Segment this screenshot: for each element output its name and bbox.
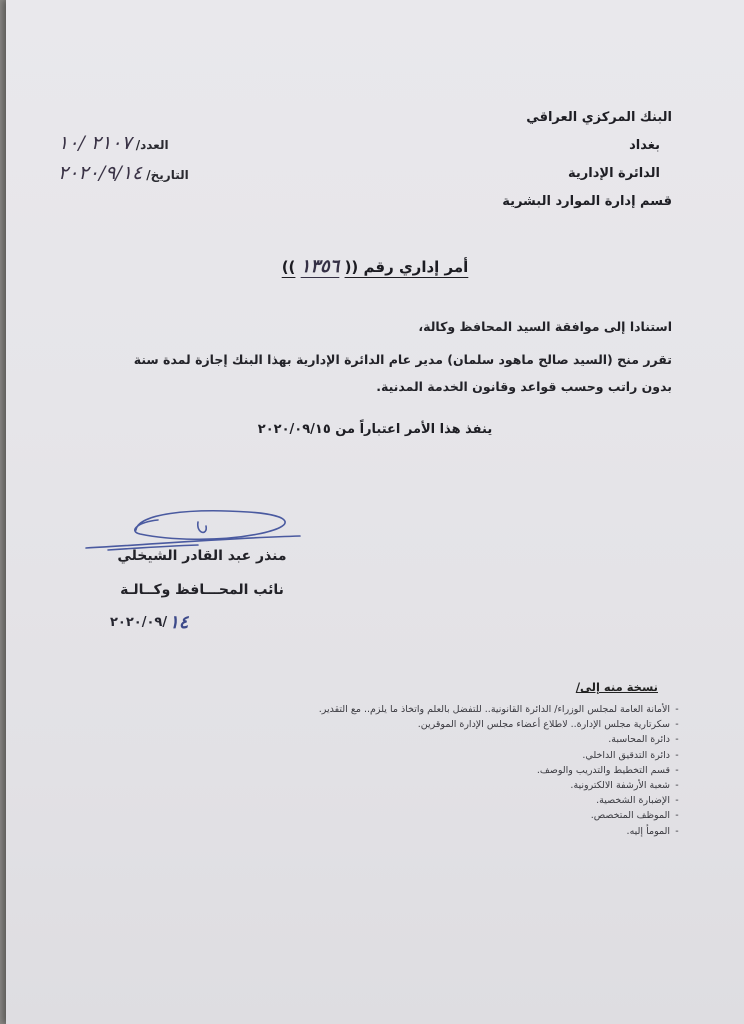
body-decision: تقرر منح (السيد صالح ماهود سلمان) مدير عام الدائرة الإدارية بهذا البنك إجازة لمدة سنة بدون راتب وحسب قواعد وقانون الخدمة المدنية. bbox=[133, 352, 672, 394]
order-title bbox=[6, 256, 744, 277]
signatory-title: نائب المحـــافظ وكــالـة bbox=[120, 582, 284, 598]
signature-date-hand: ١٤ bbox=[169, 612, 189, 633]
order-title-prefix: أمر إداري رقم (( bbox=[344, 258, 469, 276]
copies-list bbox=[204, 702, 684, 839]
list-item: - المومأ إليه. bbox=[204, 824, 684, 839]
header-department: الدائرة الإدارية bbox=[568, 166, 660, 181]
reference-number bbox=[58, 132, 169, 154]
copies-heading: نسخة منه إلى/ bbox=[575, 680, 658, 694]
order-number: ١٣٥٦ bbox=[300, 256, 340, 277]
list-item: - الأمانة العامة لمجلس الوزراء/ الدائرة القانونية.. للتفضل بالعلم واتخاذ ما يلزم.. مع التقدير. bbox=[204, 702, 684, 717]
list-item: - دائرة التدقيق الداخلي. bbox=[204, 748, 684, 763]
reference-date bbox=[58, 162, 189, 184]
body-intro: استنادا إلى موافقة السيد المحافظ وكالة، bbox=[418, 319, 672, 334]
body-effective: ينفذ هذا الأمر اعتباراً من ٢٠٢٠/٠٩/١٥ bbox=[257, 422, 493, 437]
header-org: البنك المركزي العراقي bbox=[526, 110, 672, 125]
header-section: قسم إدارة الموارد البشرية bbox=[502, 194, 672, 209]
reference-number-value: ٢١٠٧ /١٠ bbox=[58, 132, 132, 154]
list-item: - الإضبارة الشخصية. bbox=[204, 793, 684, 808]
list-item: - دائرة المحاسبة. bbox=[204, 732, 684, 747]
list-item: - الموظف المتخصص. bbox=[204, 808, 684, 823]
signature-date bbox=[110, 612, 188, 633]
reference-date-label: التاريخ/ bbox=[146, 168, 189, 182]
signatory-name: منذر عبد القادر الشيخلي bbox=[117, 548, 287, 564]
list-item: - قسم التخطيط والتدريب والوصف. bbox=[204, 763, 684, 778]
list-item: - شعبة الأرشفة الالكترونية. bbox=[204, 778, 684, 793]
header-city: بغداد bbox=[629, 138, 660, 153]
signature-date-printed: ٢٠٢٠/٠٩/ bbox=[110, 615, 168, 630]
list-item: - سكرتارية مجلس الإدارة.. لاطلاع أعضاء مجلس الإدارة الموقرين. bbox=[204, 717, 684, 732]
document-page bbox=[6, 0, 744, 1024]
reference-number-label: العدد/ bbox=[135, 138, 169, 152]
reference-date-value: ٢٠٢٠/٩/١٤ bbox=[58, 162, 143, 184]
order-title-suffix: )) bbox=[281, 258, 296, 276]
